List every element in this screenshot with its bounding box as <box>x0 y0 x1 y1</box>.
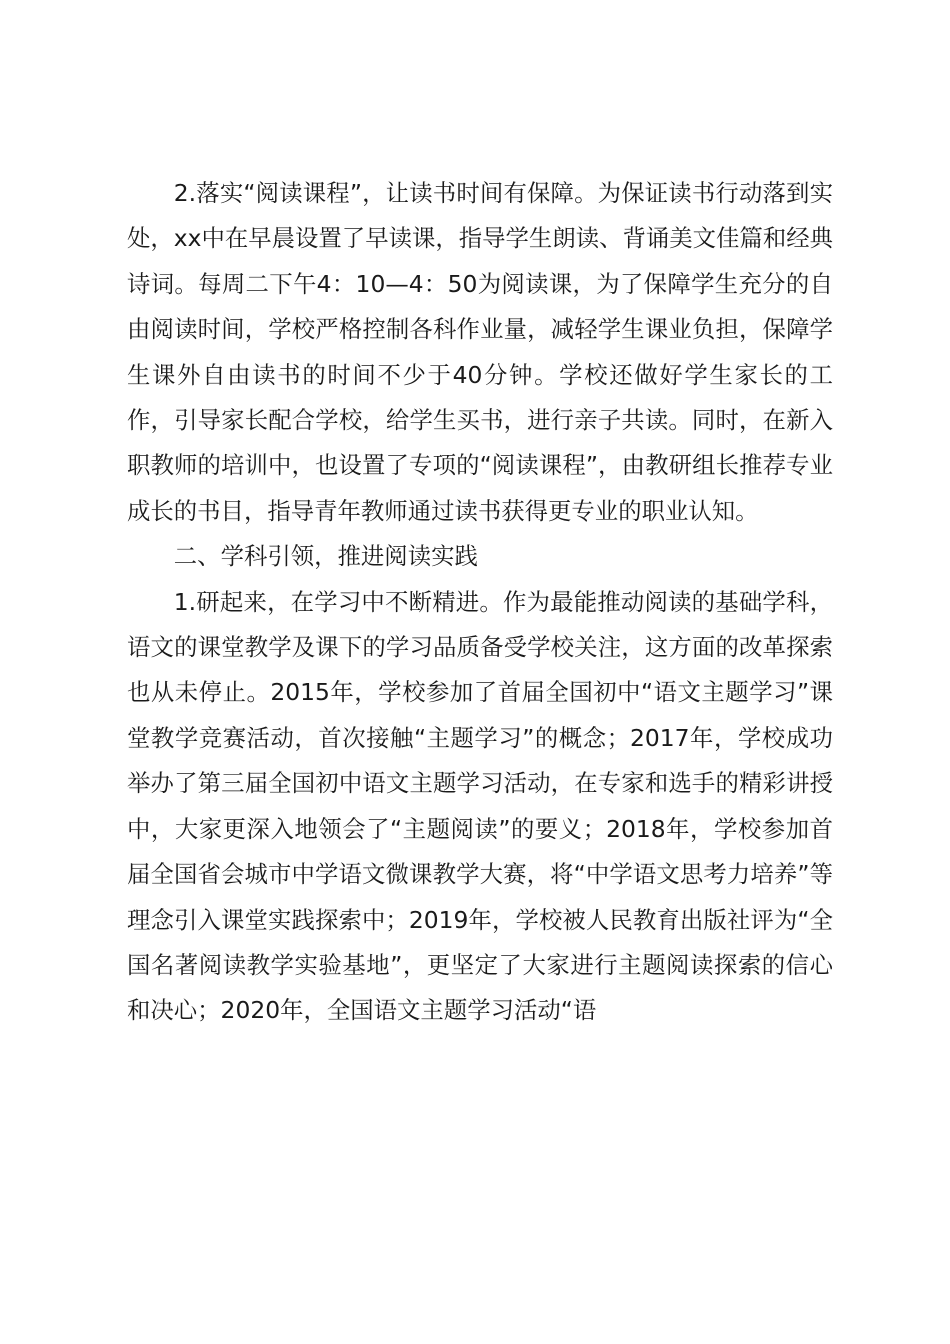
document-body <box>127 171 833 1034</box>
section-heading: 二、学科引领，推进阅读实践 <box>173 542 478 571</box>
paragraph-reading-course: 2.落实“阅读课程”，让读书时间有保障。为保证读书行动落到实处，xx中在早晨设置了早读课，指导学生朗读、背诵美文佳篇和经典诗词。每周二下午4：10—4：50为阅读课，为了保障学生充分的自由阅读时间，学校严格控制各科作业量，减轻学生课业负担，保障学生课外自由读书的时间不少于40分钟。学校还做好学生家长的工作，引导家长配合学校，给学生买书，进行亲子共读。同时，在新入职教师的培训中，也设置了专项的“阅读课程”，由教研组长推荐专业成长的书目，指导青年教师通过读书获得更专业的职业认知。 <box>127 179 834 525</box>
paragraph-research: 1.研起来，在学习中不断精进。作为最能推动阅读的基础学科，语文的课堂教学及课下的学习品质备受学校关注，这方面的改革探索也从未停止。2015年，学校参加了首届全国初中“语文主题学习”课堂教学竞赛活动，首次接触“主题学习”的概念；2017年，学校成功举办了第三届全国初中语文主题学习活动，在专家和选手的精彩讲授中，大家更深入地领会了“主题阅读”的要义；2018年，学校参加首届全国省会城市中学语文微课教学大赛，将“中学语文思考力培养”等理念引入课堂实践探索中；2019年，学校被人民教育出版社评为“全国名著阅读教学实验基地”，更坚定了大家进行主题阅读探索的信心和决心；2020年，全国语文主题学习活动“语 <box>127 587 833 1025</box>
